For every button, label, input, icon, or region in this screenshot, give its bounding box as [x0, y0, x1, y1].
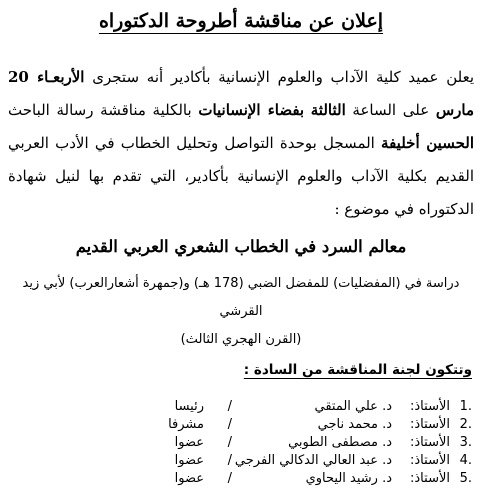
member-role: عضوا [174, 453, 204, 468]
announcement-text-part2: على الساعة [345, 101, 436, 119]
committee-heading: وتتكون لجنة المناقشة من السادة : [243, 362, 472, 378]
member-title: الأستاذ: [410, 471, 450, 486]
member-number: 2. [459, 417, 472, 432]
member-separator: / [227, 453, 232, 468]
thesis-title: معالم السرد في الخطاب الشعري العربي القديم [75, 237, 407, 256]
member-title: الأستاذ: [410, 435, 450, 450]
committee-member [10, 416, 472, 434]
member-name: د. محمد ناجي [317, 417, 392, 432]
announcement-text-part5: المسجل بوحدة التواصل وتحليل الخطاب في الأدب العربي القديم بكلية الآداب والعلوم الإنسانية بأكادير، التي تقدم بها لنيل شهادة الدكتوراه في موضوع : [8, 134, 474, 218]
member-role: عضوا [174, 435, 204, 450]
committee-list [10, 398, 472, 488]
committee-member [10, 398, 472, 416]
announcement-text-part4: بالكلية مناقشة رسالة الباحث [8, 101, 199, 119]
member-title: الأستاذ: [410, 453, 450, 468]
member-title: الأستاذ: [410, 417, 450, 432]
committee-member [10, 470, 472, 488]
member-name: د. عبد العالي الدكالي الفرجي [234, 453, 392, 468]
researcher-name: الحسين أخليفة [381, 134, 474, 152]
member-role: رئيسا [174, 399, 204, 414]
committee-member [10, 434, 472, 452]
member-separator: / [227, 417, 232, 432]
member-name: د. مصطفى الطوبي [288, 435, 392, 450]
announcement-date: الأربعـاء 20 مارس [8, 68, 475, 119]
member-name: د. علي المتقي [314, 399, 392, 414]
member-number: 5. [459, 471, 472, 486]
announcement-venue: بفضاء الإنسانيات [198, 101, 305, 119]
member-title: الأستاذ: [410, 399, 450, 414]
member-number: 4. [459, 453, 472, 468]
member-role: مشرفا [168, 417, 204, 432]
member-role: عضوا [174, 471, 204, 486]
announcement-body [8, 61, 474, 226]
member-name: د. رشيد اليحاوي [305, 471, 392, 486]
member-separator: / [227, 435, 232, 450]
member-number: 3. [459, 435, 472, 450]
announcement-text-part1: يعلن عميد كلية الآداب والعلوم الإنسانية بأكادير أنه ستجرى [84, 68, 474, 86]
member-separator: / [227, 399, 232, 414]
member-number: 1. [459, 399, 472, 414]
announcement-time: الثالثة [310, 101, 346, 119]
announcement-text-part3 [304, 101, 311, 119]
member-separator: / [227, 471, 232, 486]
thesis-subtitle-line1: دراسة في (المفضليات) للمفضل الضبي (178 هـ) و(جمهرة أشعارالعرب) لأبي زيد القرشي [22, 276, 460, 319]
thesis-subtitle-line2: (القرن الهجري الثالث) [180, 332, 302, 347]
announcement-title: إعلان عن مناقشة أطروحة الدكتوراه [98, 10, 384, 32]
committee-member [10, 452, 472, 470]
thesis-subtitle [10, 270, 472, 354]
